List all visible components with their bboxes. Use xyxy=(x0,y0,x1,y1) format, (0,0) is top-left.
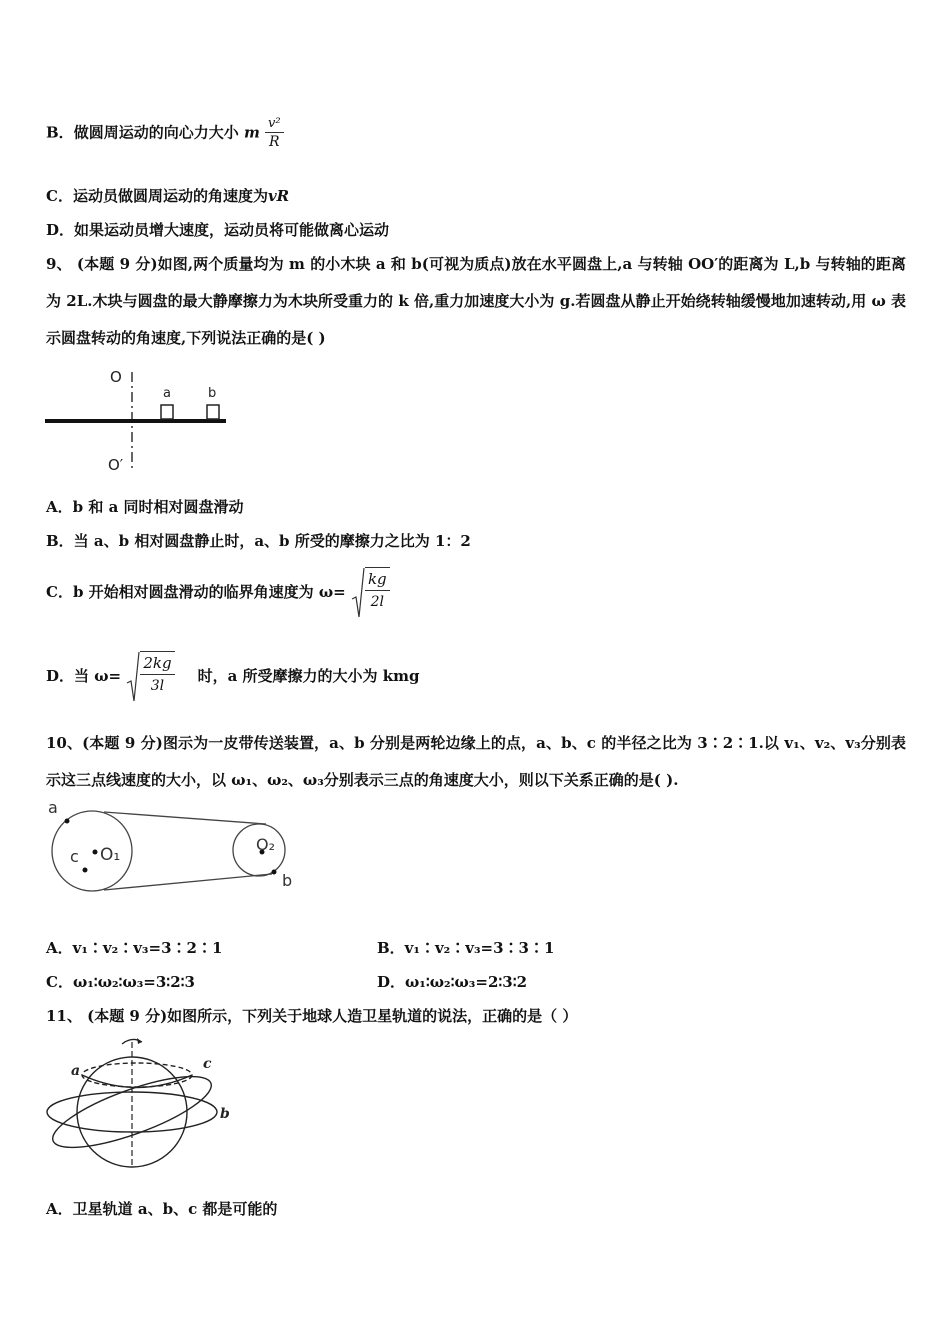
q11-orbits-figure xyxy=(42,1034,242,1169)
q10-belt-top xyxy=(104,812,266,824)
q8-option-c-expr: vR xyxy=(267,187,290,205)
q11-stem: 11、 (本题 9 分)如图所示，下列关于地球人造卫星轨道的说法，正确的是（ ） xyxy=(46,1007,578,1025)
q9-option-c-fraction xyxy=(365,567,390,613)
q10-fig-label-b: b xyxy=(282,871,293,890)
fraction-denominator: 3l xyxy=(140,674,174,697)
q8-option-c[interactable] xyxy=(46,186,289,206)
q11-fig-label-a: a xyxy=(71,1063,81,1079)
q10-option-b[interactable]: B．v₁∶v₂∶v₃=3∶3∶1 xyxy=(377,939,555,957)
fraction-numerator: kg xyxy=(367,570,387,588)
q10-fig-label-o2: O₂ xyxy=(256,835,276,854)
q9-option-c-text: C．b 开始相对圆盘滑动的临界角速度为 ω= xyxy=(46,583,346,601)
q10-option-d[interactable]: D．ω₁∶ω₂∶ω₃=2∶3∶2 xyxy=(377,973,528,991)
q8-option-d-label: D． xyxy=(46,221,75,239)
q10-option-a[interactable]: A．v₁∶v₂∶v₃=3∶2∶1 xyxy=(46,939,223,957)
fraction-denominator: 2l xyxy=(365,590,390,613)
q9-stem: 9、 (本题 9 分)如图,两个质量均为 m 的小木块 a 和 b(可视为质点)放在水平圆盘上,a 与转轴 OO′的距离为 L,b 与转轴的距离为 2L.木块与圆盘的最大静摩擦力为木块所受重力的 k 倍,重力加速度大小为 g.若圆盘从静止开始绕转轴缓慢地加速转动,用 ω 表示圆盘转动的角速度,下列说法正确的是( ) xyxy=(46,255,906,347)
q9-option-b[interactable]: B．当 a、b 相对圆盘静止时，a、b 所受的摩擦力之比为 1：2 xyxy=(46,532,471,550)
q9-option-d-sqrt xyxy=(126,651,192,703)
q10-stem: 10、(本题 9 分)图示为一皮带传送装置，a、b 分别是两轮边缘上的点，a、b、c 的半径之比为 3∶2∶1.以 v₁、v₂、v₃分别表示这三点线速度的大小，以 ω₁、ω₂、ω₃分别表示三点的角速度大小，则以下关系正确的是( ). xyxy=(46,734,906,789)
q8-option-d[interactable] xyxy=(46,220,389,240)
q9-option-d-post: 时，a 所受摩擦力的大小为 kmg xyxy=(197,667,420,685)
q9-block-b xyxy=(207,405,219,419)
q9-fig-label-Oprime: O′ xyxy=(108,456,124,474)
q10-point-a xyxy=(65,819,70,824)
fraction-numerator: 2kg xyxy=(143,654,172,672)
q8-option-b-fraction xyxy=(265,116,284,151)
q10-fig-label-c: c xyxy=(70,847,79,866)
q11-orbit-a xyxy=(82,1063,192,1087)
q11-fig-label-b: b xyxy=(220,1106,230,1122)
q8-option-b-text: 做圆周运动的向心力大小 xyxy=(73,123,239,142)
q10-fig-label-o1: O₁ xyxy=(100,845,121,865)
q9-option-d-pre: D．当 ω= xyxy=(46,667,122,685)
q11-orbit-a-front xyxy=(82,1075,192,1088)
q8-option-b-m: m xyxy=(243,123,260,142)
q10-fig-label-a: a xyxy=(48,798,58,817)
q10-option-c[interactable]: C．ω₁∶ω₂∶ω₃=3∶2∶3 xyxy=(46,973,195,991)
q8-option-b-label: B． xyxy=(46,123,74,142)
q10-point-o1 xyxy=(93,850,98,855)
q10-point-b xyxy=(272,870,277,875)
q9-option-a[interactable]: A．b 和 a 同时相对圆盘滑动 xyxy=(46,498,244,516)
q9-turntable-figure xyxy=(40,362,240,477)
fraction-denominator: R xyxy=(265,132,284,151)
q9-block-a xyxy=(161,405,173,419)
q11-fig-label-c: c xyxy=(203,1056,212,1072)
q9-fig-label-b: b xyxy=(208,386,217,401)
q9-option-d-fraction xyxy=(140,651,174,697)
q10-belt-figure xyxy=(44,798,304,898)
q9-fig-label-O: O xyxy=(110,368,122,386)
q11-option-a[interactable]: A．卫星轨道 a、b、c 都是可能的 xyxy=(46,1200,278,1218)
q9-fig-label-a: a xyxy=(163,386,171,401)
q9-option-d[interactable] xyxy=(46,650,419,703)
q8-option-c-text: 运动员做圆周运动的角速度为 xyxy=(72,187,268,205)
fraction-numerator: v² xyxy=(268,116,281,131)
q9-option-c[interactable] xyxy=(46,566,411,619)
q8-option-b[interactable] xyxy=(46,116,284,151)
q10-point-c xyxy=(83,868,88,873)
q10-belt-bottom xyxy=(104,874,272,890)
q8-option-c-label: C． xyxy=(46,187,73,205)
q8-option-d-text: 如果运动员增大速度，运动员将可能做离心运动 xyxy=(74,221,390,239)
q9-option-c-sqrt xyxy=(351,567,411,619)
